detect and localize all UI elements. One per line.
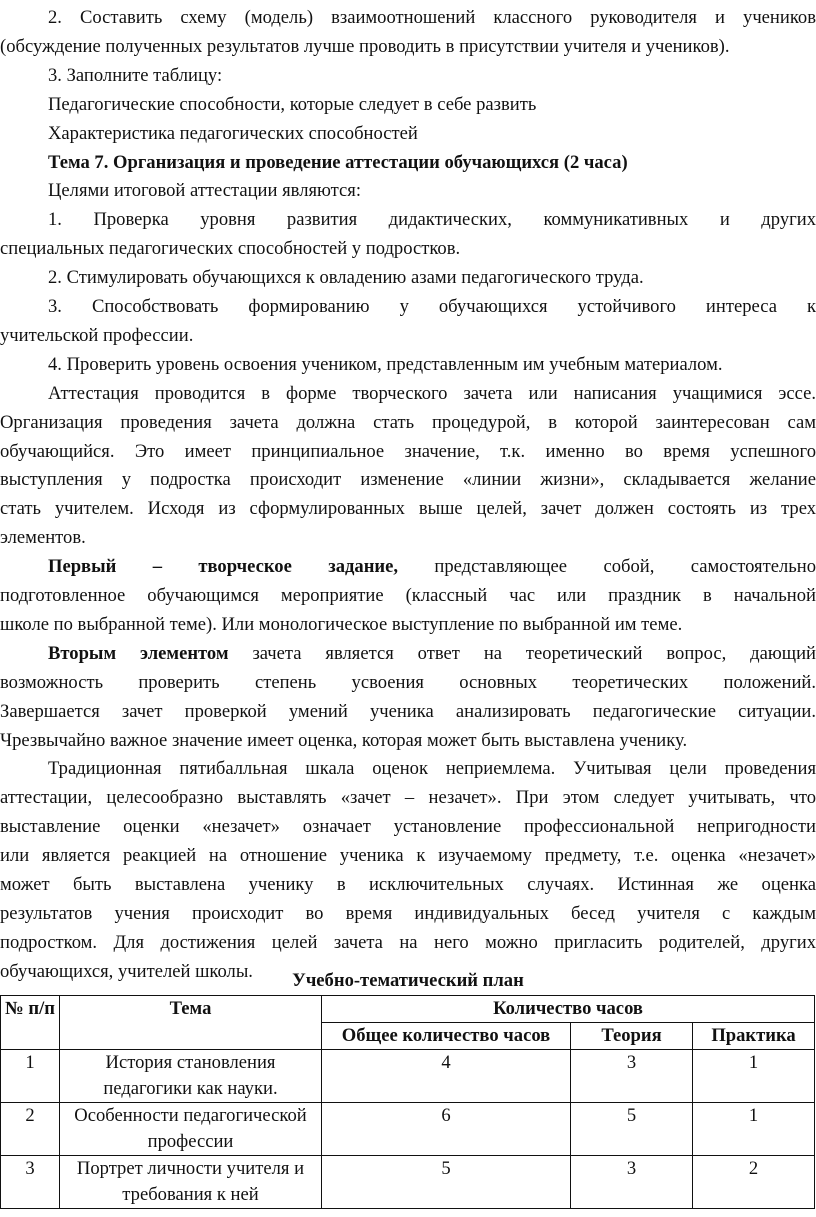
row-total: 5 — [322, 1156, 571, 1209]
row-practice: 1 — [693, 1103, 815, 1156]
text-line: или является реакцией на отношение ученика к изучаемому предмету, т.е. оценка «незачет» — [0, 845, 816, 867]
row-topic: Портрет личности учителя и требования к ней — [60, 1156, 322, 1209]
text-line: подростком. Для достижения целей зачета на него можно пригласить родителей, других — [0, 931, 816, 953]
text-line: элементов. — [0, 527, 86, 549]
text-line: 4. Проверить уровень освоения учеником, представленным им учебным материалом. — [48, 353, 723, 375]
text-line: 3. Заполните таблицу: — [48, 64, 223, 86]
header-theory: Теория — [571, 1023, 693, 1050]
text-line: Завершается зачет проверкой умений ученика анализировать педагогические ситуации. — [0, 700, 816, 722]
header-topic: Тема — [60, 996, 322, 1050]
text-line: 1. Проверка уровня развития дидактических, коммуникативных и других — [48, 209, 816, 231]
row-theory: 3 — [571, 1156, 693, 1209]
text-line: специальных педагогических способностей у подростков. — [0, 238, 461, 260]
row-topic: История становления педагогики как науки. — [60, 1050, 322, 1103]
text-line: Аттестация проводится в форме творческого зачета или написания учащимися эссе. — [48, 382, 816, 404]
table-row — [1, 1103, 815, 1156]
row-practice: 2 — [693, 1156, 815, 1209]
text-line: школе по выбранной теме). Или монологическое выступление по выбранной им теме. — [0, 613, 683, 635]
text-line: выставление оценки «незачет» означает установление профессиональной непригодности — [0, 816, 816, 838]
text-line: возможность проверить степень усвоения основных теоретических положений. — [0, 671, 816, 693]
text-line: выступления у подростка происходит изменение «линии жизни», складывается желание — [0, 469, 816, 491]
table-caption: Учебно-тематический план — [292, 970, 524, 991]
text-line: 3. Способствовать формированию у обучающихся устойчивого интереса к — [48, 296, 816, 317]
text-line: может быть выставлена ученику в исключительных случаях. Истинная же оценка — [0, 874, 816, 895]
text-line — [48, 553, 816, 581]
text-line: результатов учения происходит во время индивидуальных бесед учителя с каждым — [0, 902, 816, 924]
row-practice: 1 — [693, 1050, 815, 1103]
header-hours: Количество часов — [322, 996, 815, 1023]
row-number: 3 — [1, 1156, 60, 1209]
text-line: учительской профессии. — [0, 324, 194, 346]
text-line: Характеристика педагогических способностей — [48, 122, 418, 144]
bold-lead: Вторым элементом — [48, 642, 229, 664]
text-line: подготовленное обучающимся мероприятие (классный час или праздник в начальной — [0, 585, 816, 606]
text-line: Чрезвычайно важное значение имеет оценка, которая может быть выставлена ученику. — [0, 729, 688, 751]
text-line: стать учителем. Исходя из сформулированных выше целей, зачет должен состоять из трех — [0, 498, 816, 520]
text-line: Традиционная пятибалльная шкала оценок неприемлема. Учитывая цели проведения — [48, 758, 816, 780]
table-row — [1, 1050, 815, 1103]
text-line: Организация проведения зачета должна стать процедурой, в которой заинтересован сам — [0, 411, 816, 433]
header-total-hours: Общее количество часов — [322, 1023, 571, 1050]
text-line: 2. Составить схему (модель) взаимоотношений классного руководителя и учеников — [48, 7, 816, 28]
text-line: обучающийся. Это имеет принципиальное значение, т.к. именно во время успешного — [0, 440, 816, 462]
bold-lead: Первый – творческое задание, — [48, 556, 399, 578]
row-theory: 3 — [571, 1050, 693, 1103]
row-total: 4 — [322, 1050, 571, 1103]
header-number: № п/п — [1, 996, 60, 1050]
text-line: обучающихся, учителей школы. — [0, 960, 253, 982]
text-line: Целями итоговой аттестации являются: — [48, 180, 361, 202]
text-line: Тема 7. Организация и проведение аттестации обучающихся (2 часа) — [48, 151, 628, 173]
row-topic: Особенности педагогической профессии — [60, 1103, 322, 1156]
text-rest: представляющее собой, самостоятельно — [398, 556, 816, 578]
row-number: 2 — [1, 1103, 60, 1156]
row-number: 1 — [1, 1050, 60, 1103]
table-row — [1, 1156, 815, 1209]
text-line — [48, 640, 816, 668]
text-line: (обсуждение полученных результатов лучше проводить в присутствии учителя и учеников). — [0, 35, 730, 57]
text-line: аттестации, целесообразно выставлять «зачет – незачет». При этом следует учитывать, что — [0, 787, 816, 809]
row-theory: 5 — [571, 1103, 693, 1156]
text-rest: зачета является ответ на теоретический вопрос, дающий — [228, 642, 816, 664]
curriculum-table — [0, 995, 815, 1209]
header-practice: Практика — [693, 1023, 815, 1050]
text-line: Педагогические способности, которые следует в себе развить — [48, 93, 537, 115]
row-total: 6 — [322, 1103, 571, 1156]
text-line: 2. Стимулировать обучающихся к овладению азами педагогического труда. — [48, 267, 644, 289]
